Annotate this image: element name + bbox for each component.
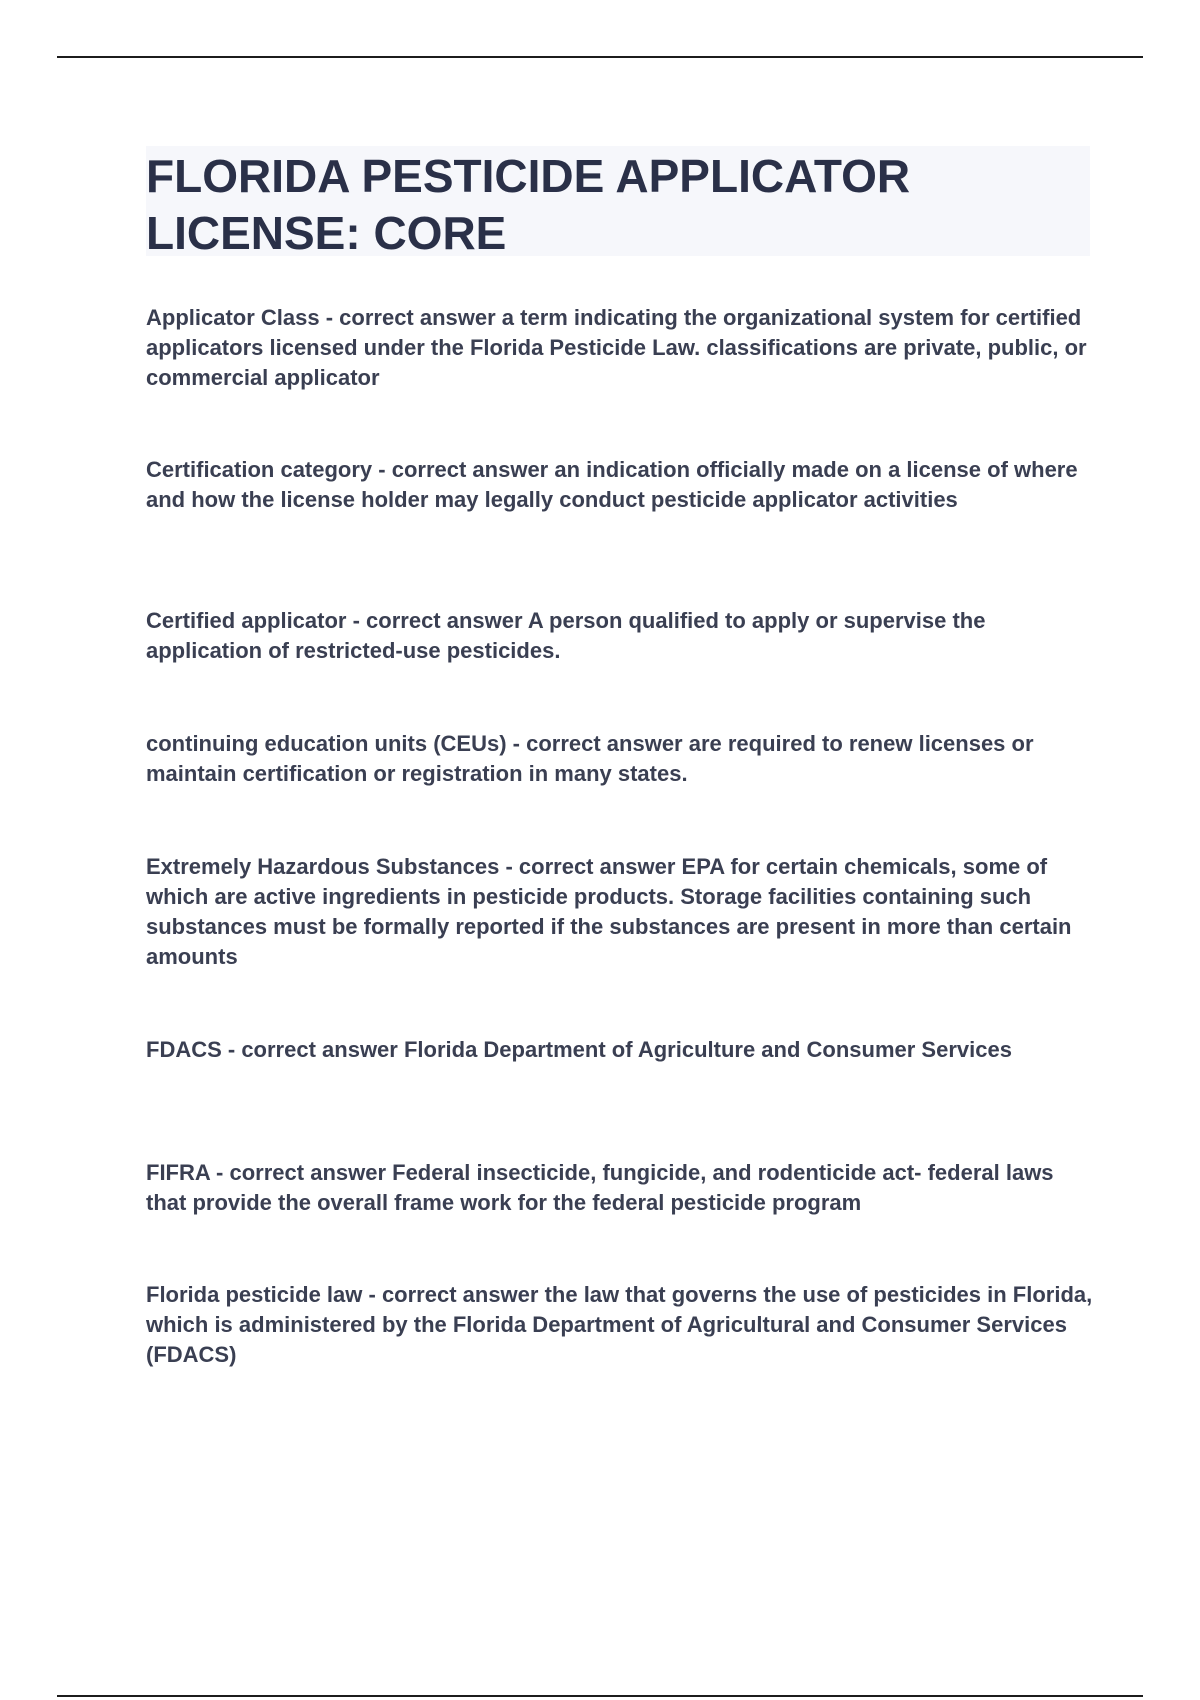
top-rule xyxy=(57,56,1143,58)
flashcard-entry: Applicator Class - correct answer a term indicating the organizational system for certified applicators licensed under the Florida Pesticide Law. classifications are private, public, or commercial applicator xyxy=(146,305,1087,390)
flashcard-entry: Certified applicator - correct answer A person qualified to apply or supervise the application of restricted-use pesticides. xyxy=(146,608,986,663)
flashcard-entry: Extremely Hazardous Substances - correct answer EPA for certain chemicals, some of which are active ingredients in pesticide products. Storage facilities containing such substances must be formally reported if the substances are present in more than certain amounts xyxy=(146,854,1072,969)
title-block xyxy=(146,146,1090,259)
flashcard-entry: Certification category - correct answer an indication officially made on a license of where and how the license holder may legally conduct pesticide applicator activities xyxy=(146,457,1078,512)
flashcard-entry: FIFRA - correct answer Federal insecticide, fungicide, and rodenticide act- federal laws that provide the overall frame work for the federal pesticide program xyxy=(146,1160,1054,1215)
flashcard-entry: continuing education units (CEUs) - correct answer are required to renew licenses or maintain certification or registration in many states. xyxy=(146,731,1034,786)
flashcard-entry: FDACS - correct answer Florida Department of Agriculture and Consumer Services xyxy=(146,1037,1012,1062)
flashcard-entry: Florida pesticide law - correct answer the law that governs the use of pesticides in Florida, which is administered by the Florida Department of Agricultural and Consumer Services (FDACS) xyxy=(146,1282,1093,1367)
bottom-rule xyxy=(57,1695,1143,1697)
document-title: FLORIDA PESTICIDE APPLICATOR LICENSE: CORE xyxy=(146,150,911,259)
